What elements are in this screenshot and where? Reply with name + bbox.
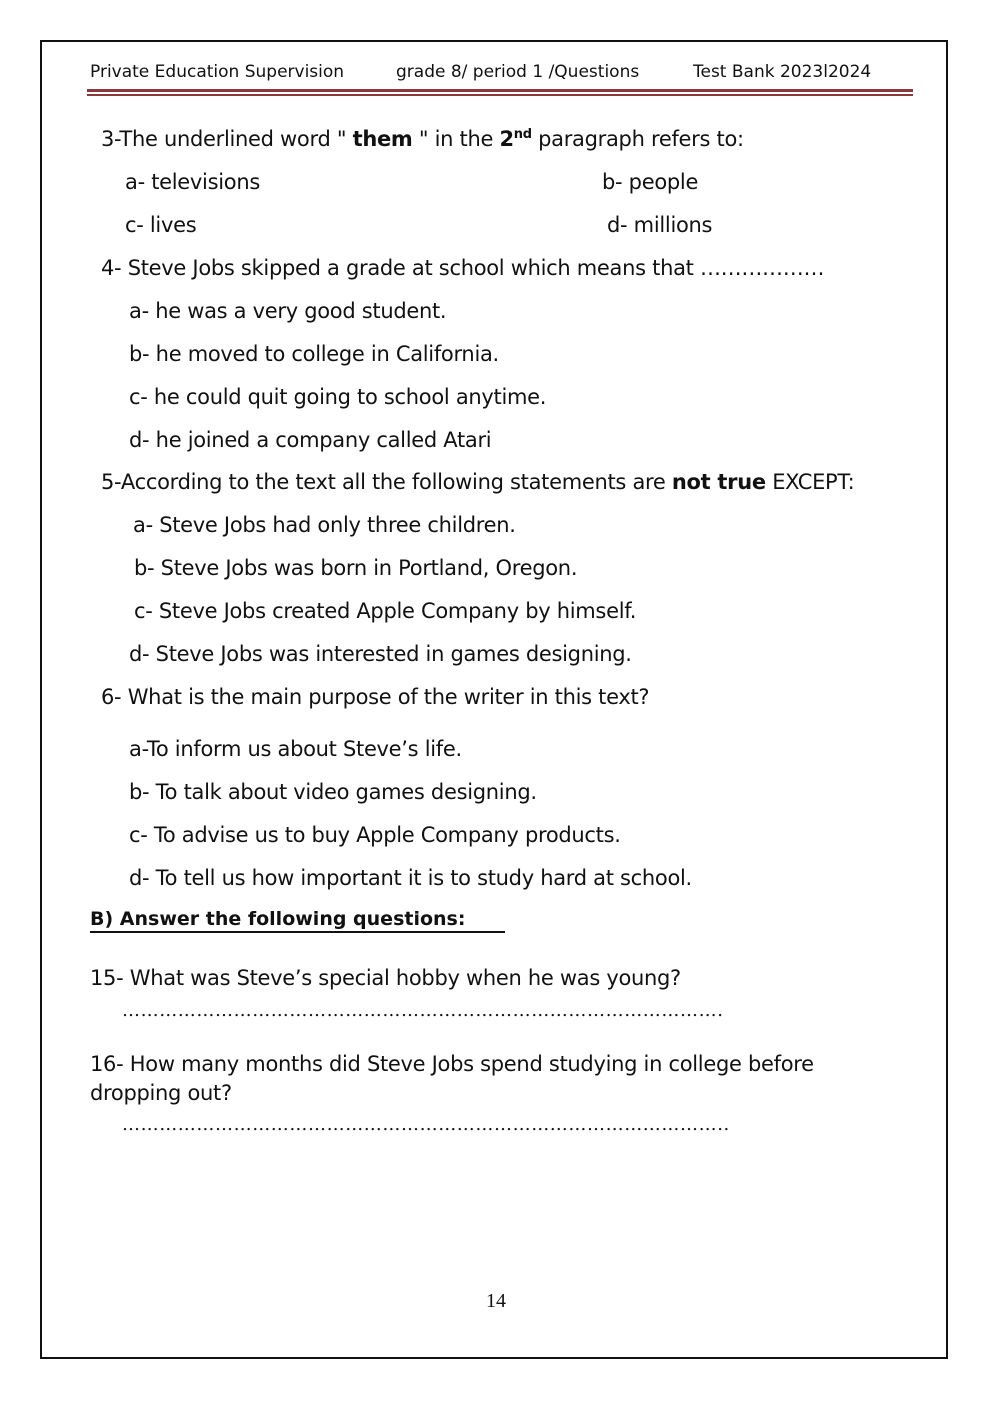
q5-bold: not true [671,470,766,494]
header-rule-thin [87,94,913,96]
header-right: Test Bank 2023l2024 [693,62,872,82]
q3-option-d[interactable]: d- millions [607,213,713,237]
header-left: Private Education Supervision [90,62,345,82]
page-header [90,62,912,88]
q5-suffix: EXCEPT: [765,470,855,494]
q4-option-a[interactable]: a- he was a very good student. [129,299,447,323]
section-b-title: B) Answer the following questions: [90,908,505,933]
q3-option-b[interactable]: b- people [602,170,699,194]
question-4-stem: 4- Steve Jobs skipped a grade at school which means that ……………… [101,256,825,280]
q3-option-a[interactable]: a- televisions [125,170,260,194]
q3-superscript: nd [513,127,532,142]
question-15-stem: 15- What was Steve’s special hobby when he was young? [90,966,681,990]
page-number: 14 [486,1290,506,1312]
header-center: grade 8/ period 1 /Questions [396,62,640,82]
q4-option-d[interactable]: d- he joined a company called Atari [129,428,492,452]
q4-option-b[interactable]: b- he moved to college in California. [129,342,499,366]
q5-prefix: 5-According to the text all the following statements are [101,470,672,494]
header-rule-thick [87,89,913,92]
q3-prefix: 3-The underlined word " [101,127,353,151]
q5-option-c[interactable]: c- Steve Jobs created Apple Company by himself. [134,599,637,623]
q15-answer-line[interactable]: ……………………………………………………………………………………. [122,1000,724,1021]
question-5-stem [101,469,854,495]
q3-middle: " in the [412,127,500,151]
question-16-stem-line1: 16- How many months did Steve Jobs spend studying in college before [90,1052,814,1076]
q3-bold-word: them [352,127,413,151]
q5-option-d[interactable]: d- Steve Jobs was interested in games designing. [129,642,632,666]
q5-option-a[interactable]: a- Steve Jobs had only three children. [133,513,516,537]
question-3-stem [101,126,744,152]
q6-option-a[interactable]: a-To inform us about Steve’s life. [129,737,462,761]
q6-option-b[interactable]: b- To talk about video games designing. [129,780,537,804]
question-16-stem-line2: dropping out? [90,1081,232,1105]
q6-option-d[interactable]: d- To tell us how important it is to study hard at school. [129,866,692,890]
q3-suffix: paragraph refers to: [531,127,744,151]
q3-option-c[interactable]: c- lives [125,213,197,237]
q5-option-b[interactable]: b- Steve Jobs was born in Portland, Oregon. [134,556,578,580]
q4-option-c[interactable]: c- he could quit going to school anytime. [129,385,547,409]
q3-number: 2 [499,127,514,151]
question-6-stem: 6- What is the main purpose of the writer in this text? [101,685,650,709]
q6-option-c[interactable]: c- To advise us to buy Apple Company products. [129,823,621,847]
q16-answer-line[interactable]: …………………………………………………………………………………….. [122,1114,730,1135]
